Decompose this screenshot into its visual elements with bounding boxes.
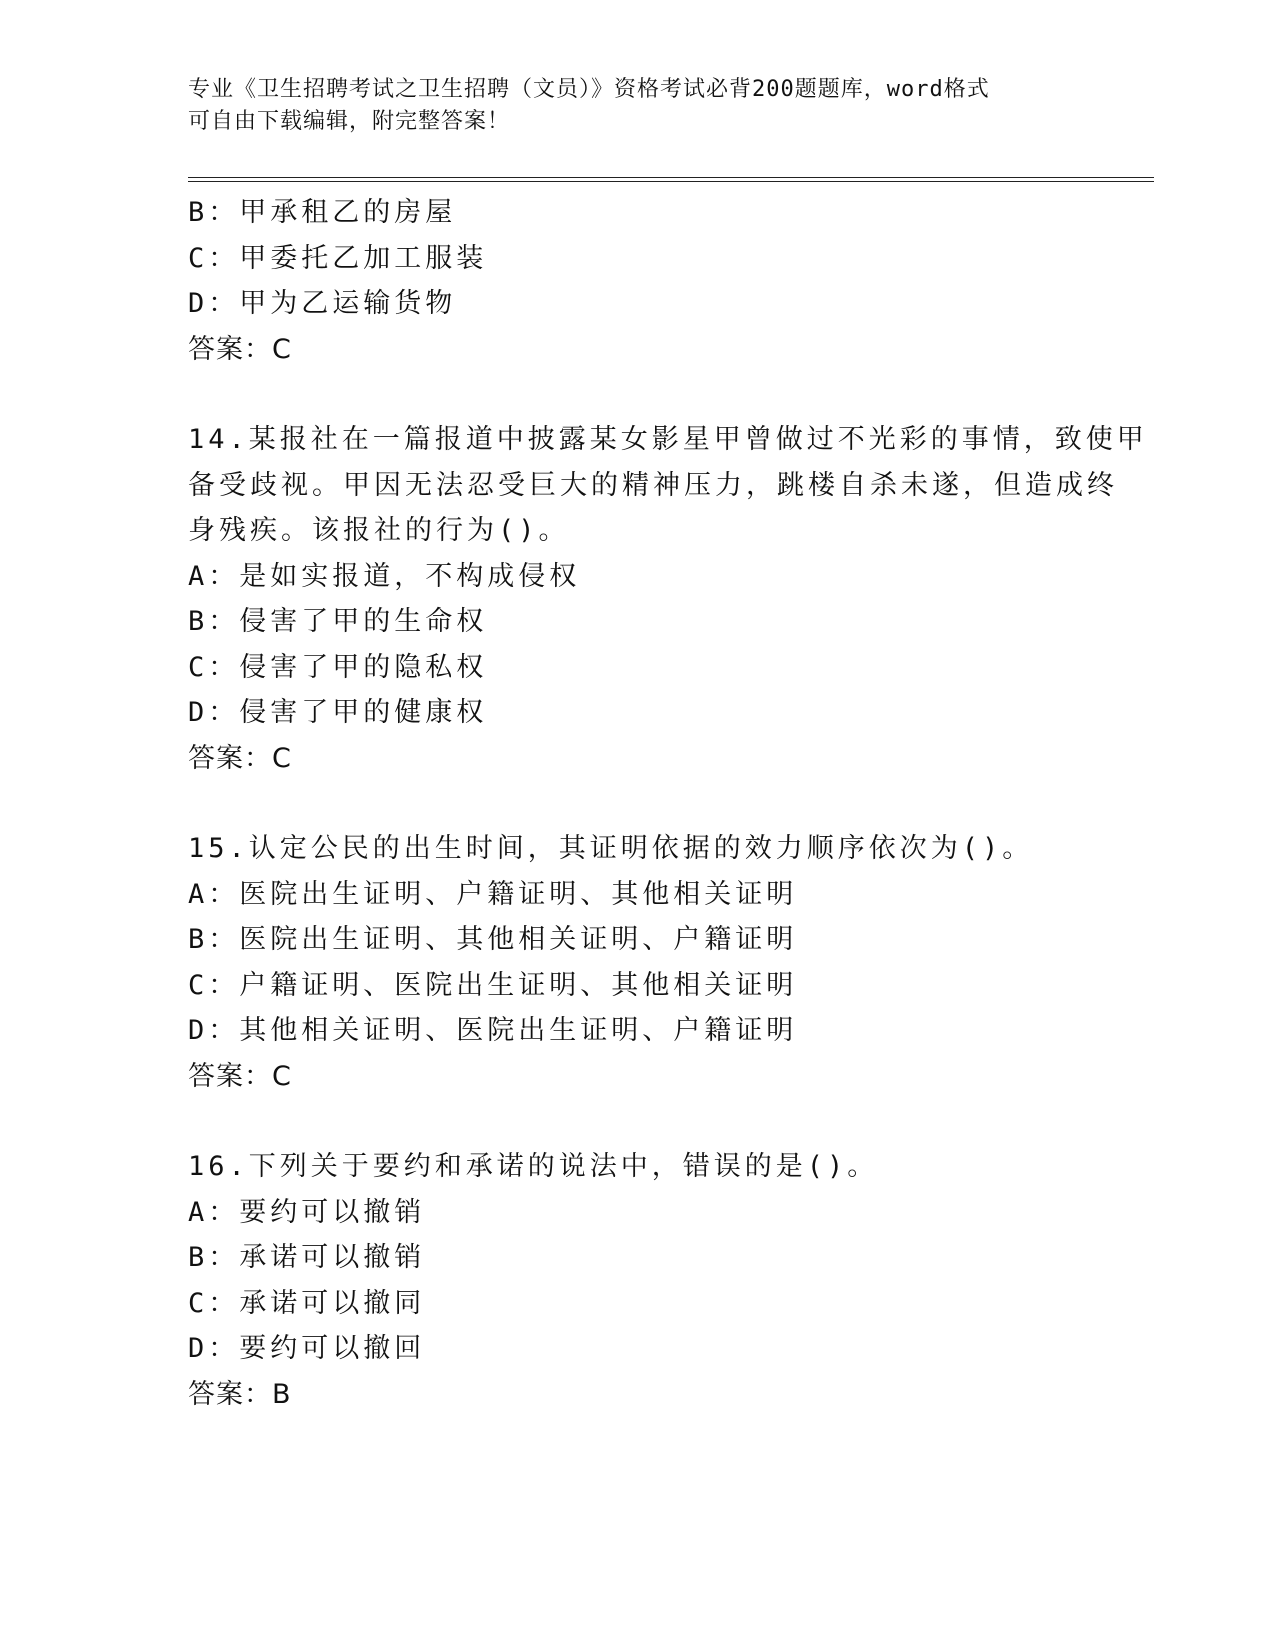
answer-line: 答案：C	[188, 1060, 292, 1092]
option-d: D：侵害了甲的健康权	[188, 697, 488, 728]
option-b: B：侵害了甲的生命权	[188, 606, 488, 637]
question-stem-line: 备受歧视。甲因无法忍受巨大的精神压力，跳楼自杀未遂，但造成终	[188, 469, 1118, 501]
question-stem-line: 身残疾。该报社的行为()。	[188, 515, 570, 546]
spacer	[188, 781, 1088, 826]
question-list	[188, 190, 1148, 1417]
spacer	[188, 1099, 1088, 1144]
header-line-1: 专业《卫生招聘考试之卫生招聘（文员）》资格考试必背200题题库，word格式	[188, 77, 990, 102]
header-divider-top	[188, 177, 1154, 178]
answer-line: 答案：B	[188, 1378, 292, 1410]
question-13-tail	[188, 190, 1088, 372]
option-c: C：侵害了甲的隐私权	[188, 651, 488, 683]
document-header	[188, 74, 1068, 138]
option-c: C：户籍证明、医院出生证明、其他相关证明	[188, 969, 798, 1001]
header-line-2: 可自由下载编辑，附完整答案！	[188, 109, 511, 134]
question-16	[188, 1144, 1088, 1417]
spacer	[188, 372, 1088, 417]
option-d: D：甲为乙运输货物	[188, 288, 457, 319]
option-b: B：医院出生证明、其他相关证明、户籍证明	[188, 924, 798, 955]
header-divider-bottom	[188, 181, 1154, 182]
option-d: D：其他相关证明、医院出生证明、户籍证明	[188, 1015, 798, 1046]
question-15	[188, 826, 1088, 1099]
option-c: C：甲委托乙加工服装	[188, 242, 488, 274]
option-d: D：要约可以撤回	[188, 1333, 426, 1364]
answer-line: 答案：C	[188, 333, 292, 365]
answer-line: 答案：C	[188, 742, 292, 774]
option-a: A：医院出生证明、户籍证明、其他相关证明	[188, 878, 798, 910]
question-stem-line: 14.某报社在一篇报道中披露某女影星甲曾做过不光彩的事情，致使甲	[188, 424, 1148, 455]
option-b: B：承诺可以撤销	[188, 1242, 426, 1273]
question-stem-line: 15.认定公民的出生时间，其证明依据的效力顺序依次为()。	[188, 833, 1034, 864]
question-14	[188, 417, 1148, 781]
option-a: A：是如实报道，不构成侵权	[188, 560, 581, 592]
option-c: C：承诺可以撤同	[188, 1287, 426, 1319]
question-stem-line: 16.下列关于要约和承诺的说法中，错误的是()。	[188, 1151, 879, 1182]
option-b: B：甲承租乙的房屋	[188, 197, 457, 228]
option-a: A：要约可以撤销	[188, 1196, 426, 1228]
